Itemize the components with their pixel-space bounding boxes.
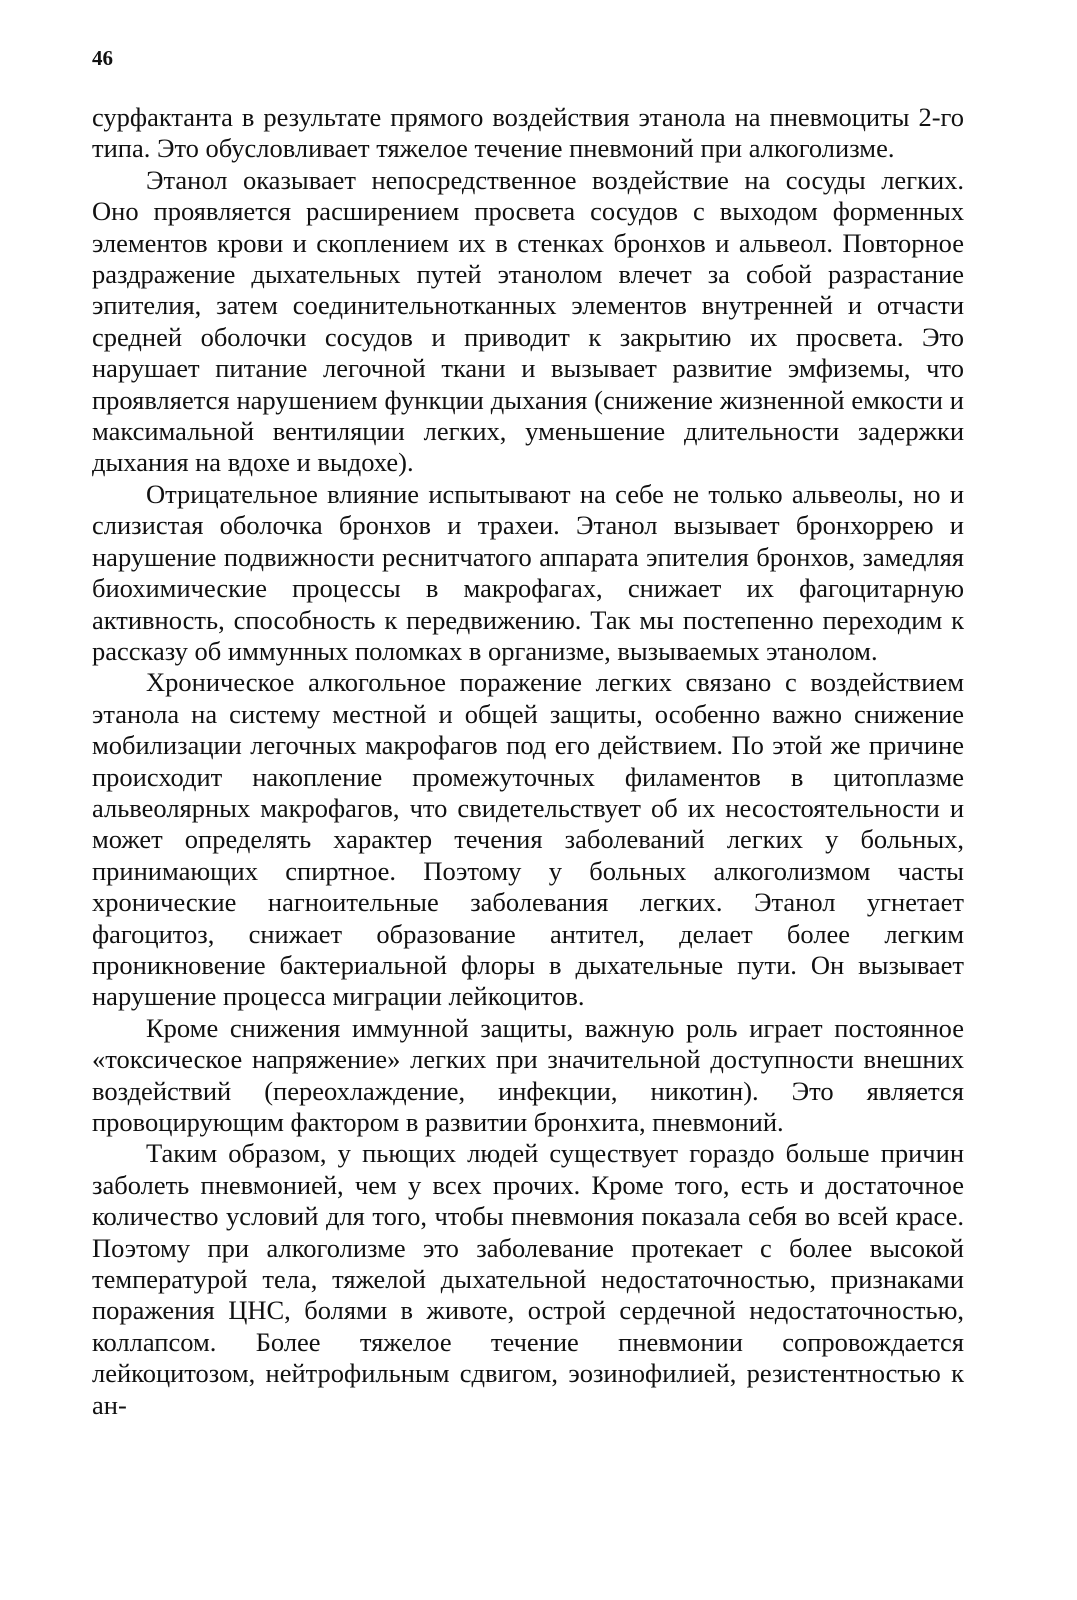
paragraph-2: Этанол оказывает непосредственное воздействие на сосуды легких. Оно проявляется расширением просвета сосудов с выходом форменных элементов крови и скоплением их в стенках бронхов и альвеол. Повторное раздражение дыхательных путей этанолом влечет за собой разрастание эпителия, затем соединительнотканных элементов внутренней и отчасти средней оболочки сосудов и приводит к закрытию их просвета. Это нарушает питание легочной ткани и вызывает развитие эмфиземы, что проявляется нарушением функции дыхания (снижение жизненной емкости и максимальной вентиляции легких, уменьшение длительности задержки дыхания на вдохе и выдохе).: [92, 164, 964, 478]
paragraph-5: Кроме снижения иммунной защиты, важную роль играет постоянное «токсическое напряжение» легких при значительной доступности внешних воздействий (переохлаждение, инфекции, никотин). Это является провоцирующим фактором в развитии бронхита, пневмоний.: [92, 1012, 964, 1137]
paragraph-1: сурфактанта в результате прямого воздействия этанола на пневмоциты 2-го типа. Это обусловливает тяжелое течение пневмоний при алкоголизме.: [92, 102, 964, 164]
paragraph-3: Отрицательное влияние испытывают на себе не только альвеолы, но и слизистая оболочка бронхов и трахеи. Этанол вызывает бронхоррею и нарушение подвижности реснитчатого аппарата эпителия бронхов, замедляя биохимические процессы в макрофагах, снижает их фагоцитарную активность, способность к передвижению. Так мы постепенно переходим к рассказу об иммунных поломках в организме, вызываемых этанолом.: [92, 478, 964, 666]
page-number: 46: [92, 46, 113, 70]
body-text: [92, 102, 964, 1421]
paragraph-6: Таким образом, у пьющих людей существует гораздо больше причин заболеть пневмонией, чем у всех прочих. Кроме того, есть и достаточное количество условий для того, чтобы пневмония показала себя во всей красе. Поэтому при алкоголизме это заболевание протекает с более высокой температурой тела, тяжелой дыхательной недостаточностью, признаками поражения ЦНС, болями в животе, острой сердечной недостаточностью, коллапсом. Более тяжелое течение пневмонии сопровождается лейкоцитозом, нейтрофильным сдвигом, эозинофилией, резистентностью к ан-: [92, 1138, 964, 1420]
paragraph-4: Хроническое алкогольное поражение легких связано с воздействием этанола на систему местной и общей защиты, особенно важно снижение мобилизации легочных макрофагов под его действием. По этой же причине происходит накопление промежуточных филаментов в цитоплазме альвеолярных макрофагов, что свидетельствует об их несостоятельности и может определять характер течения заболеваний легких у больных, принимающих спиртное. Поэтому у больных алкоголизмом часты хронические нагноительные заболевания легких. Этанол угнетает фагоцитоз, снижает образование антител, делает более легким проникновение бактериальной флоры в дыхательные пути. Он вызывает нарушение процесса миграции лейкоцитов.: [92, 667, 964, 1012]
